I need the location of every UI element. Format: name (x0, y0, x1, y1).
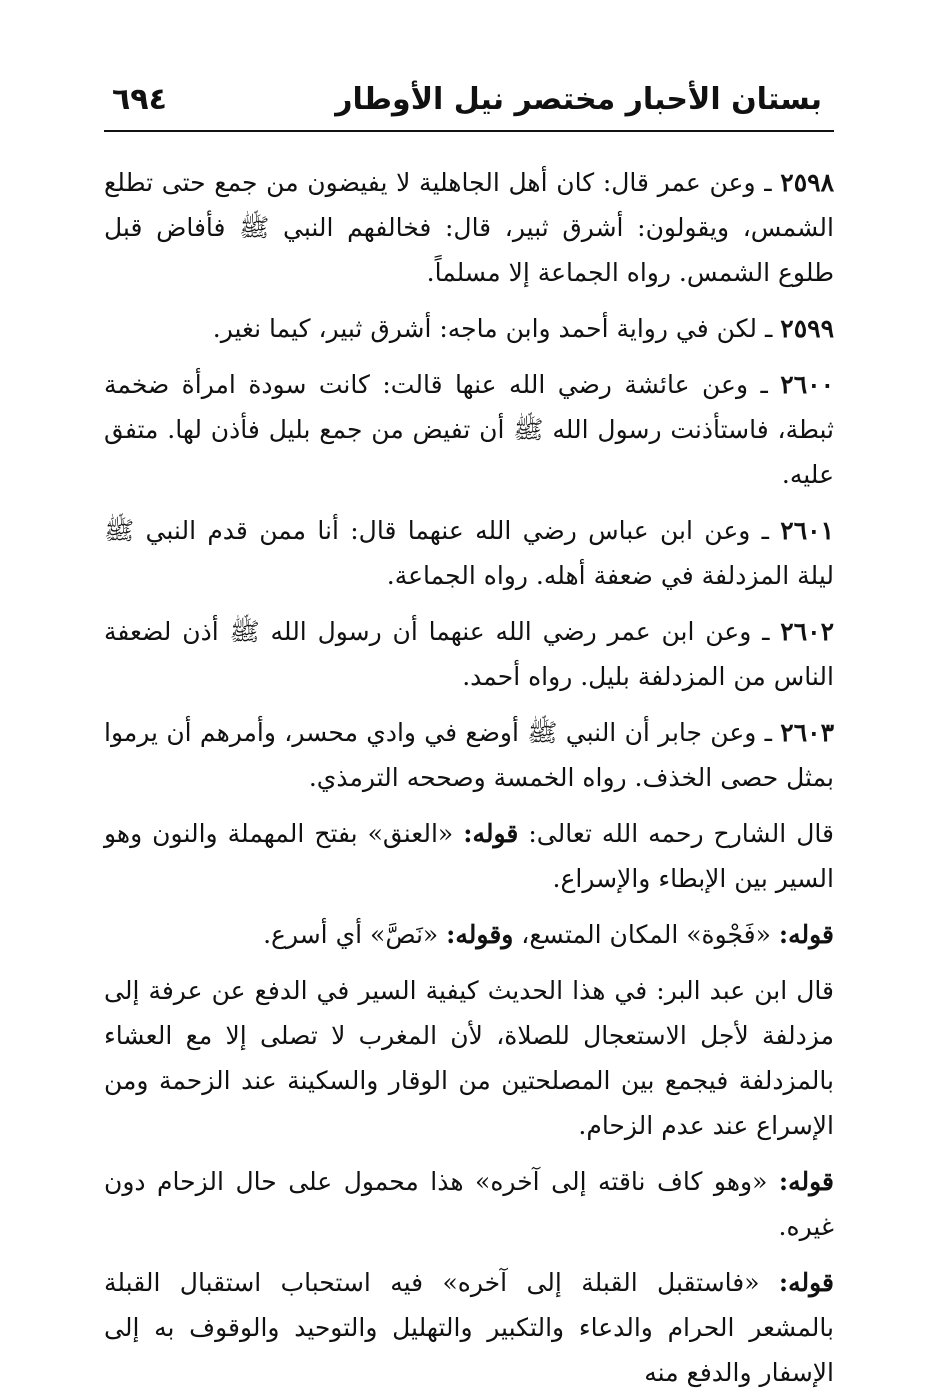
hadith-2602 (104, 609, 834, 699)
keyword: قوله: (778, 1167, 834, 1196)
hadith-text: ـ وعن عمر قال: كان أهل الجاهلية لا يفيضون من جمع حتى تطلع الشمس، ويقولون: أشرق ثبير، قال: فخالفهم النبي ﷺ فأفاض قبل طلوع الشمس. رواه الجماعة إلا مسلماً. (104, 168, 834, 287)
hadith-text: ـ وعن جابر أن النبي ﷺ أوضع في وادي محسر، وأمرهم أن يرموا بمثل حصى الخذف. رواه الخمسة وصححه الترمذي. (104, 718, 834, 792)
hadith-number: ٢٦٠١ (780, 516, 834, 545)
hadith-2601 (104, 508, 834, 598)
hadith-text: ـ لكن في رواية أحمد وابن ماجه: أشرق ثبير، كيما نغير. (212, 314, 781, 343)
keyword: قوله: (778, 1268, 834, 1297)
commentary-paragraph (104, 912, 834, 957)
page-header (104, 60, 834, 132)
page-body (104, 160, 834, 1395)
commentary-text: «نَصَّ» أي أسرع. (263, 920, 447, 949)
hadith-number: ٢٦٠٠ (780, 370, 834, 399)
commentary-paragraph (104, 968, 834, 1148)
book-title: بستان الأحبار مختصر نيل الأوطار (335, 82, 822, 117)
commentary-text: «فاستقبل القبلة إلى آخره» فيه استحباب استقبال القبلة بالمشعر الحرام والدعاء والتكبير والتهليل والتوحيد والوقوف به إلى الإسفار والدفع منه (104, 1268, 834, 1387)
commentary-text: «فَجْوة» المكان المتسع، (513, 920, 779, 949)
hadith-text: ـ وعن عائشة رضي الله عنها قالت: كانت سودة امرأة ضخمة ثبطة، فاستأذنت رسول الله ﷺ أن تفيض من جمع بليل فأذن لها. متفق عليه. (104, 370, 834, 489)
hadith-number: ٢٥٩٩ (780, 314, 834, 343)
hadith-2599 (104, 306, 834, 351)
commentary-text: قال الشارح رحمه الله تعالى: (518, 819, 834, 848)
commentary-text: «العنق» بفتح المهملة والنون وهو السير بين الإبطاء والإسراع. (104, 819, 834, 893)
document-page (104, 60, 834, 1387)
page-number: ٦٩٤ (112, 82, 167, 117)
hadith-2603 (104, 710, 834, 800)
hadith-2598 (104, 160, 834, 295)
keyword: وقوله: (446, 920, 514, 949)
hadith-text: ـ وعن ابن عمر رضي الله عنهما أن رسول الله ﷺ أذن لضعفة الناس من المزدلفة بليل. رواه أحمد. (104, 617, 834, 691)
commentary-paragraph (104, 811, 834, 901)
commentary-paragraph (104, 1260, 834, 1395)
keyword: قوله: (463, 819, 519, 848)
commentary-paragraph (104, 1159, 834, 1249)
hadith-number: ٢٦٠٣ (780, 718, 834, 747)
hadith-number: ٢٥٩٨ (780, 168, 834, 197)
hadith-number: ٢٦٠٢ (780, 617, 834, 646)
commentary-text: «وهو كاف ناقته إلى آخره» هذا محمول على حال الزحام دون غيره. (104, 1167, 834, 1241)
hadith-text: ـ وعن ابن عباس رضي الله عنهما قال: أنا ممن قدم النبي ﷺ ليلة المزدلفة في ضعفة أهله. رواه الجماعة. (104, 516, 834, 590)
hadith-2600 (104, 362, 834, 497)
keyword: قوله: (778, 920, 834, 949)
commentary-text: قال ابن عبد البر: في هذا الحديث كيفية السير في الدفع عن عرفة إلى مزدلفة لأجل الاستعجال للصلاة، لأن المغرب لا تصلى إلا مع العشاء بالمزدلفة فيجمع بين المصلحتين من الوقار والسكينة عند الزحمة ومن الإسراع عند عدم الزحام. (104, 976, 834, 1140)
